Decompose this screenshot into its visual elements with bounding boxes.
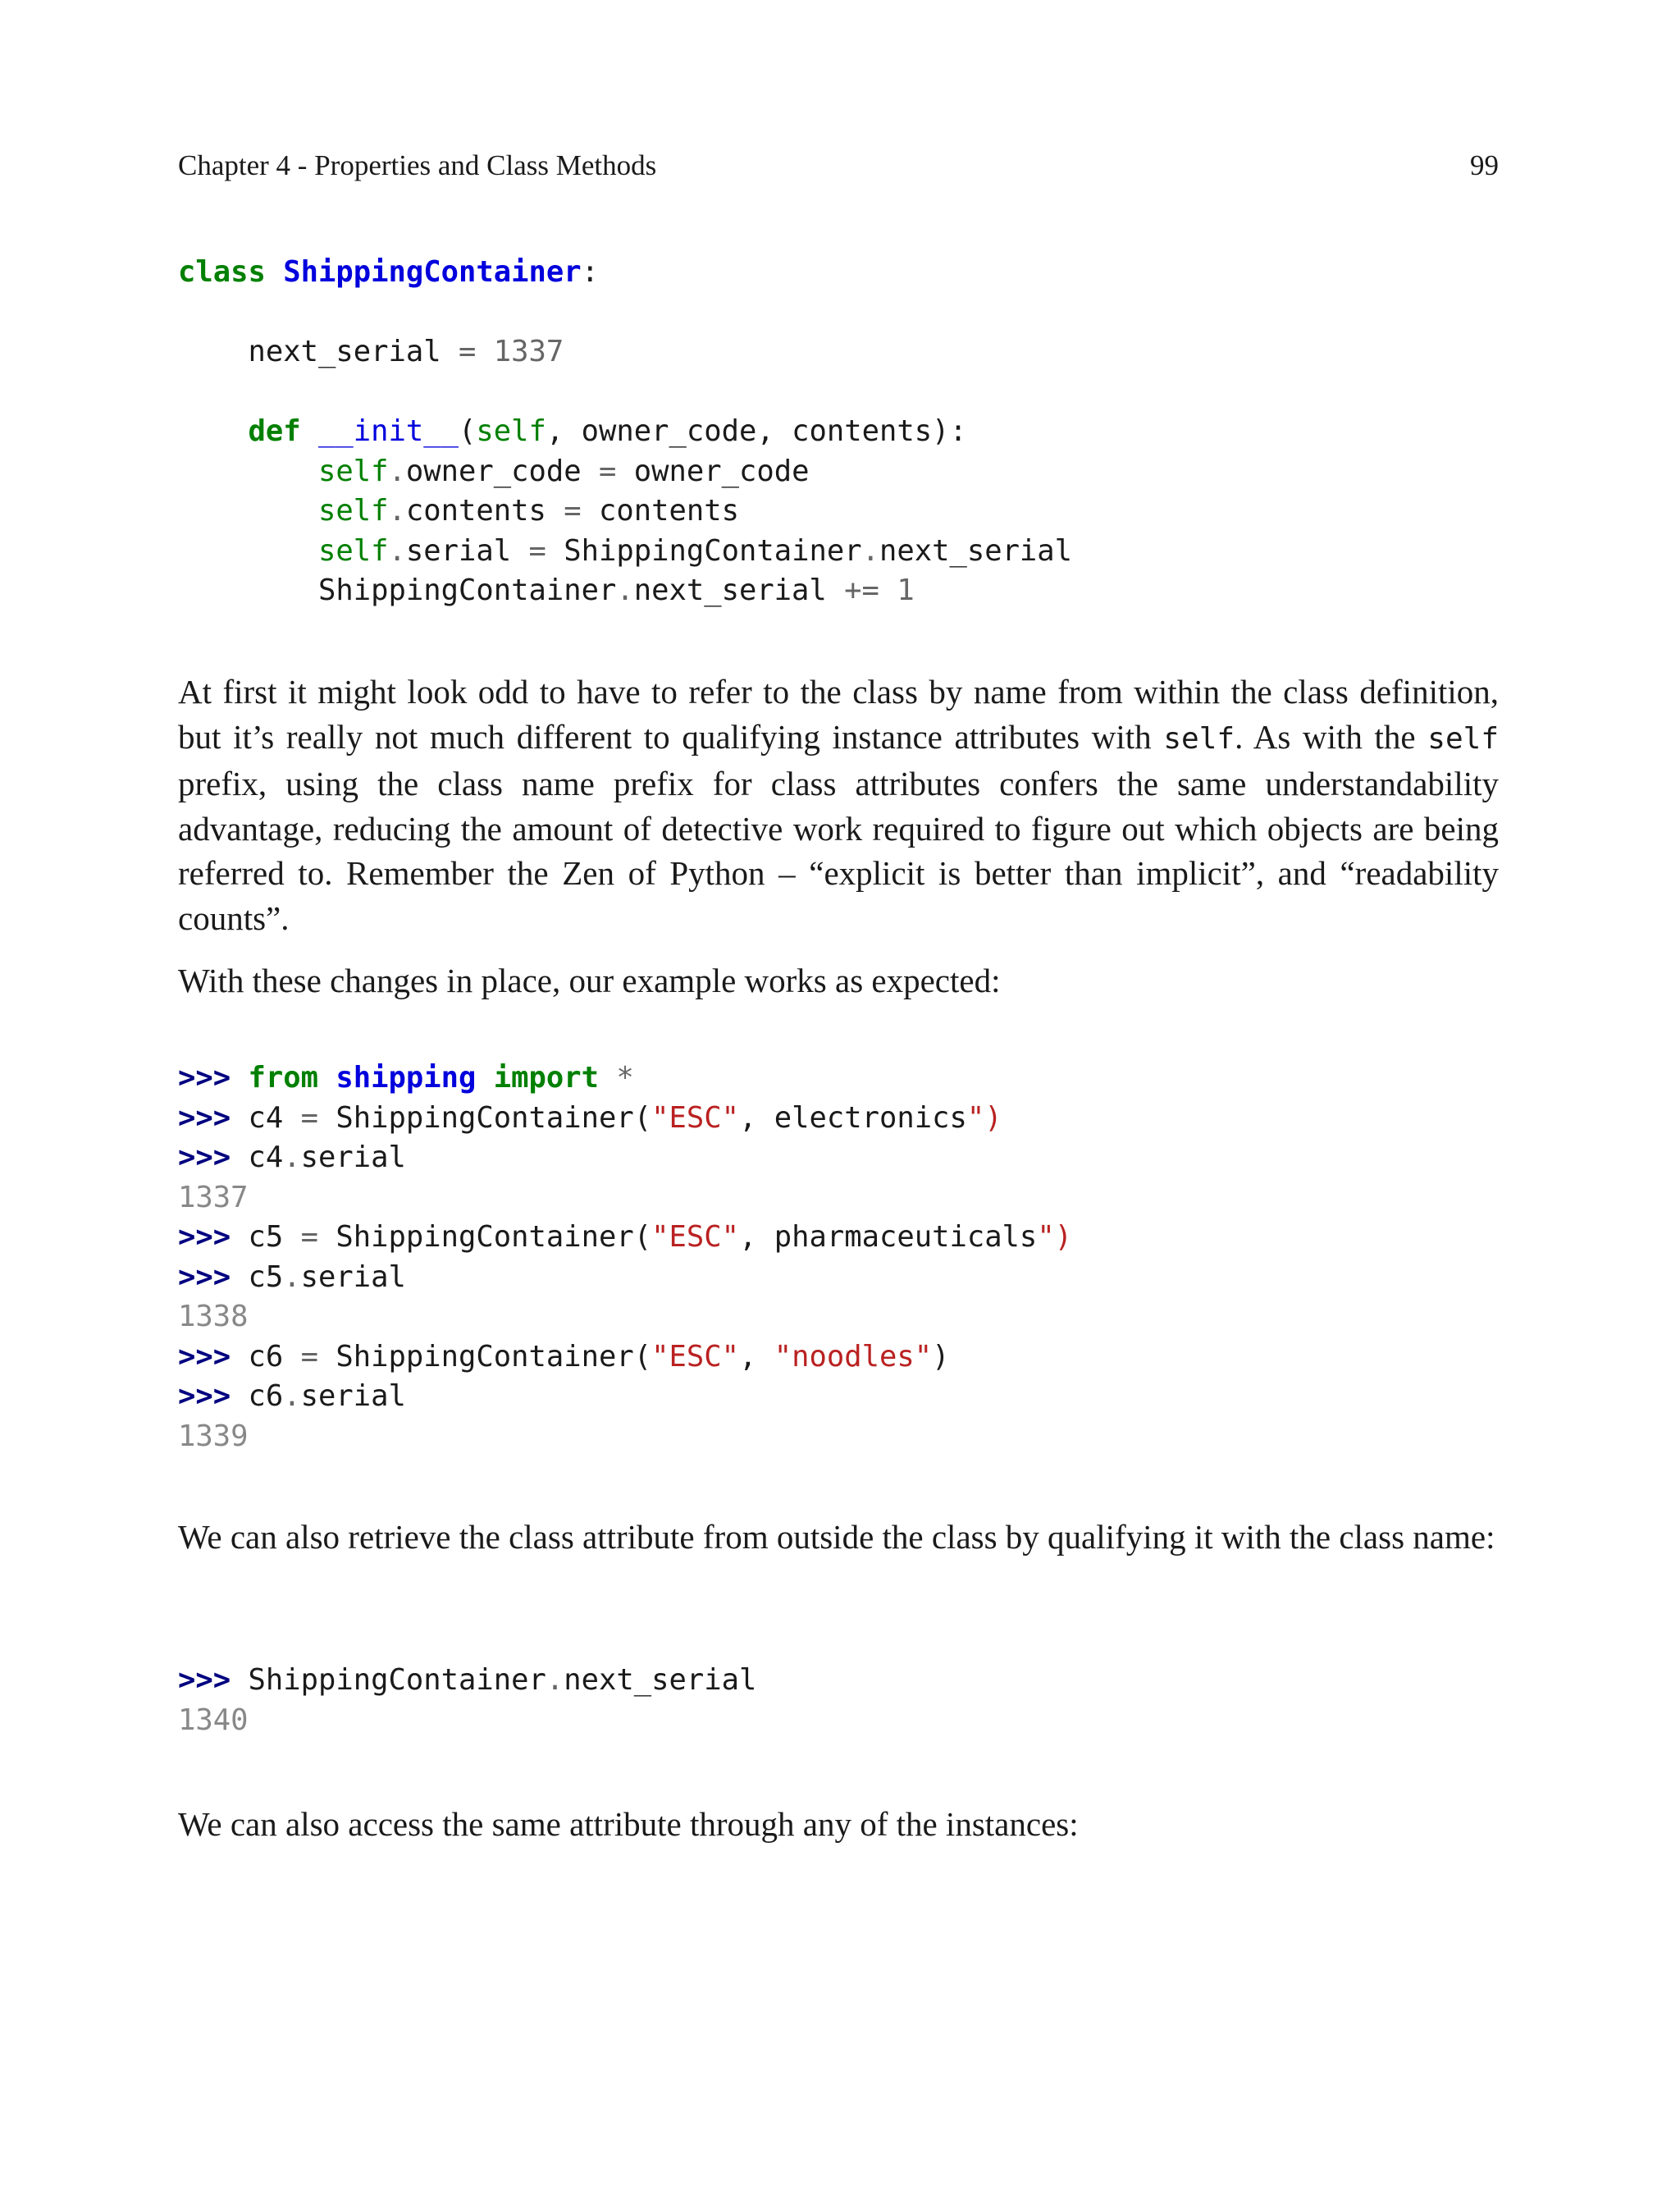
repl-prompt: >>>	[178, 1140, 231, 1174]
repl-output: 1338	[178, 1300, 249, 1333]
code-identifier: c5	[248, 1220, 284, 1254]
code-line	[178, 1218, 1072, 1258]
code-line	[178, 491, 1072, 532]
running-header	[178, 146, 1499, 185]
code-identifier: c6	[248, 1339, 284, 1374]
code-line	[178, 1661, 756, 1701]
repl-prompt: >>>	[178, 1061, 231, 1095]
code-indent	[178, 414, 249, 448]
code-identifier: owner_code	[633, 454, 810, 488]
code-line	[178, 253, 1072, 293]
code-identifier: c6	[248, 1379, 284, 1413]
code-identifier: ShippingContainer	[317, 574, 617, 607]
code-line	[178, 452, 1072, 492]
code-indent	[178, 494, 318, 528]
code-line	[178, 1138, 1072, 1178]
code-operator: .	[546, 1663, 564, 1697]
paragraph-changes-in-place: With these changes in place, our example works as expected:	[178, 962, 1001, 999]
code-identifier: c5	[248, 1259, 284, 1294]
builtin-self: self	[476, 414, 546, 448]
code-line	[178, 571, 1072, 611]
repl-prompt: >>>	[178, 1100, 231, 1135]
inline-code-self: self	[1427, 721, 1499, 756]
paragraph-access-through-instances: We can also access the same attribute through any of the instances:	[178, 1805, 1079, 1843]
code-identifier: owner_code	[405, 454, 582, 488]
paragraph-text: At first it might look odd to have to refer to the class by name from within the class definition, but it’s really not much different to qualifying instance attributes with	[178, 673, 1499, 756]
code-punctuation: )	[932, 1339, 950, 1374]
code-operator: =	[511, 533, 564, 568]
code-line	[178, 412, 1072, 452]
repl-output: 1337	[178, 1180, 249, 1214]
code-line	[178, 1258, 1072, 1298]
keyword-import: import	[493, 1061, 599, 1095]
code-identifier: ShippingContainer	[564, 533, 862, 568]
code-string: ")	[1037, 1220, 1073, 1254]
repl-prompt: >>>	[178, 1663, 231, 1697]
builtin-self: self	[317, 454, 389, 488]
code-operator: .	[388, 533, 406, 568]
code-block-class-definition	[178, 253, 1072, 611]
code-identifier: contents	[598, 494, 739, 528]
code-line	[178, 1099, 1072, 1139]
code-line	[178, 532, 1072, 572]
builtin-self: self	[317, 533, 389, 568]
code-identifier: contents	[405, 494, 546, 528]
code-operator: .	[283, 1140, 301, 1174]
code-block-repl-session	[178, 1058, 1072, 1456]
code-number: 1337	[493, 335, 564, 368]
code-operator: =	[441, 335, 494, 368]
chapter-title: Chapter 4 - Properties and Class Methods	[178, 149, 657, 181]
code-line	[178, 1058, 1072, 1099]
code-operator: *	[616, 1061, 634, 1095]
code-operator: .	[283, 1259, 301, 1294]
code-arguments: , electronics	[738, 1100, 967, 1135]
code-arguments: , pharmaceuticals	[738, 1220, 1038, 1254]
code-number: 1	[897, 574, 915, 607]
code-string: "ESC"	[651, 1100, 739, 1135]
code-identifier: next_serial	[633, 574, 827, 607]
repl-output: 1340	[178, 1703, 249, 1737]
code-indent	[178, 335, 249, 368]
code-line-blank	[178, 373, 1072, 413]
code-operator: .	[616, 574, 634, 607]
code-arguments: ,	[738, 1339, 774, 1374]
code-call: ShippingContainer(	[336, 1339, 652, 1374]
code-operator: .	[388, 454, 406, 488]
class-name: ShippingContainer	[283, 255, 582, 289]
code-identifier: next_serial	[564, 1663, 757, 1697]
code-operator: =	[546, 494, 599, 528]
code-identifier: serial	[300, 1379, 406, 1413]
code-operator: =	[283, 1220, 336, 1254]
code-string: "ESC"	[651, 1339, 739, 1374]
code-identifier: serial	[300, 1259, 406, 1294]
keyword-def: def	[248, 414, 301, 448]
code-operator: .	[861, 533, 879, 568]
code-arguments: , owner_code, contents):	[546, 414, 967, 448]
repl-output: 1339	[178, 1419, 249, 1453]
module-name: shipping	[336, 1061, 477, 1095]
code-block-class-attribute-access	[178, 1661, 756, 1740]
code-operator: .	[388, 494, 406, 528]
code-operator: =	[283, 1339, 336, 1374]
keyword-from: from	[248, 1061, 318, 1095]
code-operator: =	[581, 454, 634, 488]
code-line	[178, 332, 1072, 373]
code-string: ")	[966, 1100, 1002, 1135]
code-string: "ESC"	[651, 1220, 739, 1254]
repl-prompt: >>>	[178, 1339, 231, 1374]
code-indent	[178, 455, 318, 488]
code-identifier: serial	[300, 1140, 406, 1174]
code-identifier: c4	[248, 1100, 284, 1135]
code-identifier: c4	[248, 1140, 284, 1174]
code-line	[178, 1337, 1072, 1378]
code-punctuation: (	[458, 414, 477, 448]
code-call: ShippingContainer(	[336, 1220, 652, 1254]
code-indent	[178, 574, 318, 607]
paragraph-text: prefix, using the class name prefix for class attributes confers the same understandability advantage, reducing the amount of detective work required to figure out which objects are being referred to. Remember the Zen of Python – “explicit is better than implicit”, and “readability counts”.	[178, 765, 1499, 937]
code-space	[301, 414, 318, 448]
code-string: "noodles"	[774, 1339, 933, 1374]
code-identifier: next_serial	[248, 335, 441, 368]
repl-prompt: >>>	[178, 1259, 231, 1294]
code-call: ShippingContainer(	[336, 1100, 652, 1135]
code-line	[178, 1377, 1072, 1417]
function-name: __init__	[318, 414, 459, 448]
code-punctuation: :	[581, 255, 599, 289]
code-operator: =	[283, 1100, 336, 1135]
code-operator: +=	[826, 574, 897, 607]
code-identifier: serial	[405, 533, 512, 568]
paragraph-text: . As with the	[1235, 717, 1428, 756]
code-identifier: ShippingContainer	[248, 1663, 546, 1697]
inline-code-self: self	[1163, 721, 1235, 756]
repl-prompt: >>>	[178, 1220, 231, 1254]
code-operator: .	[283, 1379, 301, 1413]
code-indent	[178, 534, 318, 568]
paragraph-retrieve-class-attribute: We can also retrieve the class attribute from outside the class by qualifying it with the class name:	[178, 1518, 1495, 1556]
builtin-self: self	[317, 494, 389, 528]
code-identifier: next_serial	[879, 533, 1073, 568]
code-line-blank	[178, 293, 1072, 333]
page-number: 99	[1470, 149, 1499, 181]
keyword-class: class	[178, 255, 266, 289]
paragraph-class-name-prefix	[178, 670, 1499, 940]
repl-prompt: >>>	[178, 1379, 231, 1413]
